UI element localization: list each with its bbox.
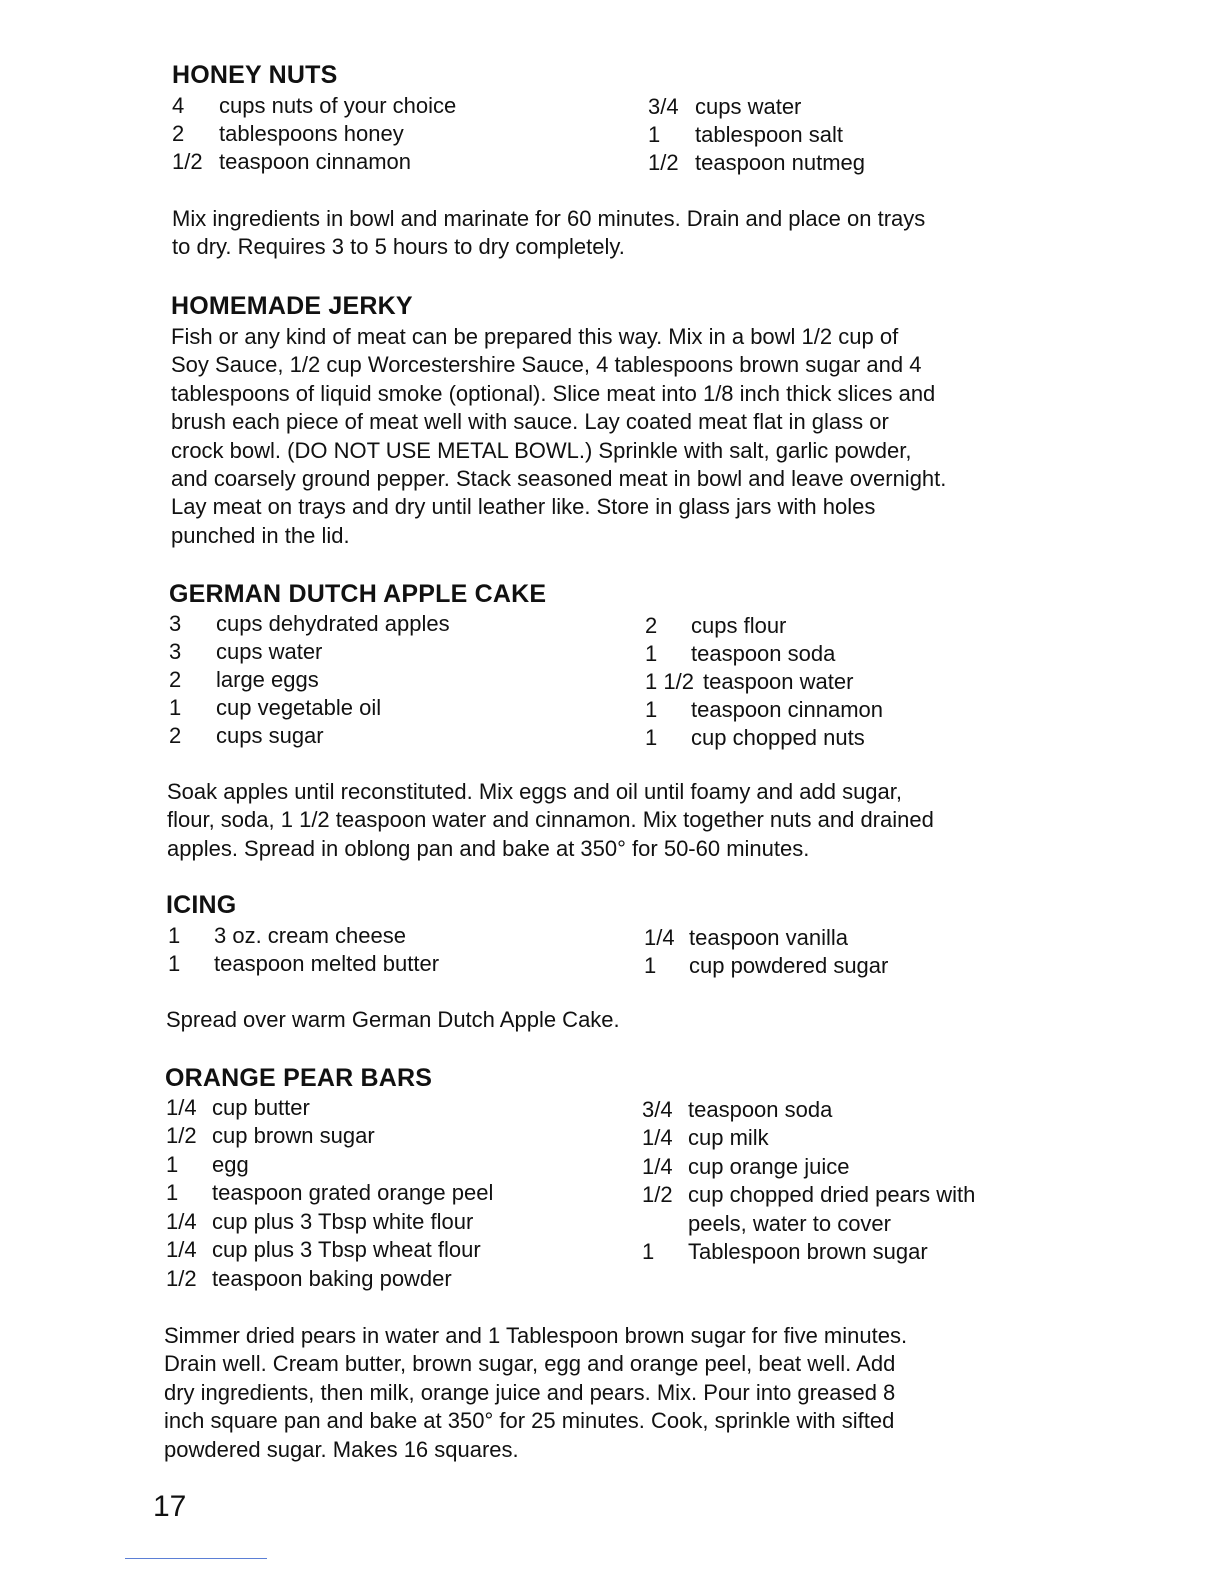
recipe-title-orange-pear-bars: ORANGE PEAR BARS [165, 1064, 433, 1092]
recipe-directions: Simmer dried pears in water and 1 Tablespoon brown sugar for five minutes. Drain well. Cream butter, brown sugar, egg and orange peel, beat well. Add dry ingredients, then milk, orange juice and pears. Mix. Pour into greased 8 inch square pan and bake at 350° for 25 minutes. Cook, sprinkle with sifted powdered sugar. Makes 16 squares. [164, 1323, 908, 1462]
recipe-directions: Spread over warm German Dutch Apple Cake. [166, 1007, 620, 1032]
footer-divider [125, 1558, 267, 1559]
recipe-title-icing: ICING [166, 891, 237, 919]
recipe-title-homemade-jerky: HOMEMADE JERKY [171, 292, 413, 320]
recipe-title-honey-nuts: HONEY NUTS [172, 61, 338, 89]
document-page: HONEY NUTS 4 cups nuts of your choice 2 tablespoons honey 1/2 teaspoon cinnamon 3/4 cups water 1 tablespoon salt 1/2 teaspoon nutmeg Mix ingredients in bowl and marinate for 60 minutes. Drain and place on trays to dry. Requires 3 to 5 hours to dry completely. HOMEMADE JERKY Fish or any kind of meat can be prepared this way. Mix in a bowl 1/2 cup of Soy Sauce, 1/2 cup Worcestershire Sauce, 4 tablespoons brown sugar and 4 tablespoons of liquid smoke (optional). Slice meat into 1/8 inch thick slices and brush each piece of meat well with sauce. Lay coated meat flat in glass or crock bowl. (DO NOT USE METAL BOWL.) Sprinkle with salt, garlic powder, and coarsely ground pepper. Stack seasoned meat in bowl and leave overnight. Lay meat on trays and dry until leather like. Store in glass jars with holes punched in the lid. GERMAN DUTCH APPLE CAKE 3 cups dehydrated apples 3 cups water 2 large eggs 1 cup vegetable oil 2 cups sugar 2 cups flour 1 teaspoon soda 1 1/2 teaspoon water 1 teaspoon cinnamon 1 cup chopped nuts Soak apples until reconstituted. Mix eggs and oil until foamy and add sugar, flour, soda, 1 1/2 teaspoon water and cinnamon. Mix together nuts and drained apples. Spread in oblong pan and bake at 350° for 50-60 minutes. ICING 1 3 oz. cream cheese 1 teaspoon melted butter 1/4 teaspoon vanilla 1 cup powdered sugar Spread over warm German Dutch Apple Cake. ORANGE PEAR BARS 1/4 cup butter 1/2 cup brown sugar 1 egg 1 teaspoon grated orange peel 1/4 cup plus 3 Tbsp white flour 1/4 cup plus 3 Tbsp wheat flour 1/2 teaspoon baking powder 3/4 teaspoon soda 1/4 cup milk 1/4 cup orange juice 1/2 cup chopped dried pears with peels, water to cover 1 Tablespoon brown sugar Simmer dried pears in water and 1 Tablespoon brown sugar for five minutes. Drain well. Cream butter, brown sugar, egg and orange peel, beat well. Add dry ingredients, then milk, orange juice and pears. Mix. Pour into greased 8 inch square pan and bake at 350° for 25 minutes. Cook, sprinkle with sifted powdered sugar. Makes 16 squares. 17 [0, 0, 1224, 1584]
recipe-directions: Mix ingredients in bowl and marinate for 60 minutes. Drain and place on trays to dry. Requires 3 to 5 hours to dry completely. [172, 206, 926, 260]
recipe-title-german-dutch-apple-cake: GERMAN DUTCH APPLE CAKE [169, 580, 547, 608]
recipe-directions: Soak apples until reconstituted. Mix eggs and oil until foamy and add sugar, flour, soda, 1 1/2 teaspoon water and cinnamon. Mix together nuts and drained apples. Spread in oblong pan and bake at 350° for 50-60 minutes. [167, 779, 934, 861]
recipe-directions: Fish or any kind of meat can be prepared this way. Mix in a bowl 1/2 cup of Soy Sauce, 1/2 cup Worcestershire Sauce, 4 tablespoons brown sugar and 4 tablespoons of liquid smoke (optional). Slice meat into 1/8 inch thick slices and brush each piece of meat well with sauce. Lay coated meat flat in glass or crock bowl. (DO NOT USE METAL BOWL.) Sprinkle with salt, garlic powder, and coarsely ground pepper. Stack seasoned meat in bowl and leave overnight. Lay meat on trays and dry until leather like. Store in glass jars with holes punched in the lid. [171, 324, 947, 548]
page-number: 17 [153, 1490, 187, 1523]
